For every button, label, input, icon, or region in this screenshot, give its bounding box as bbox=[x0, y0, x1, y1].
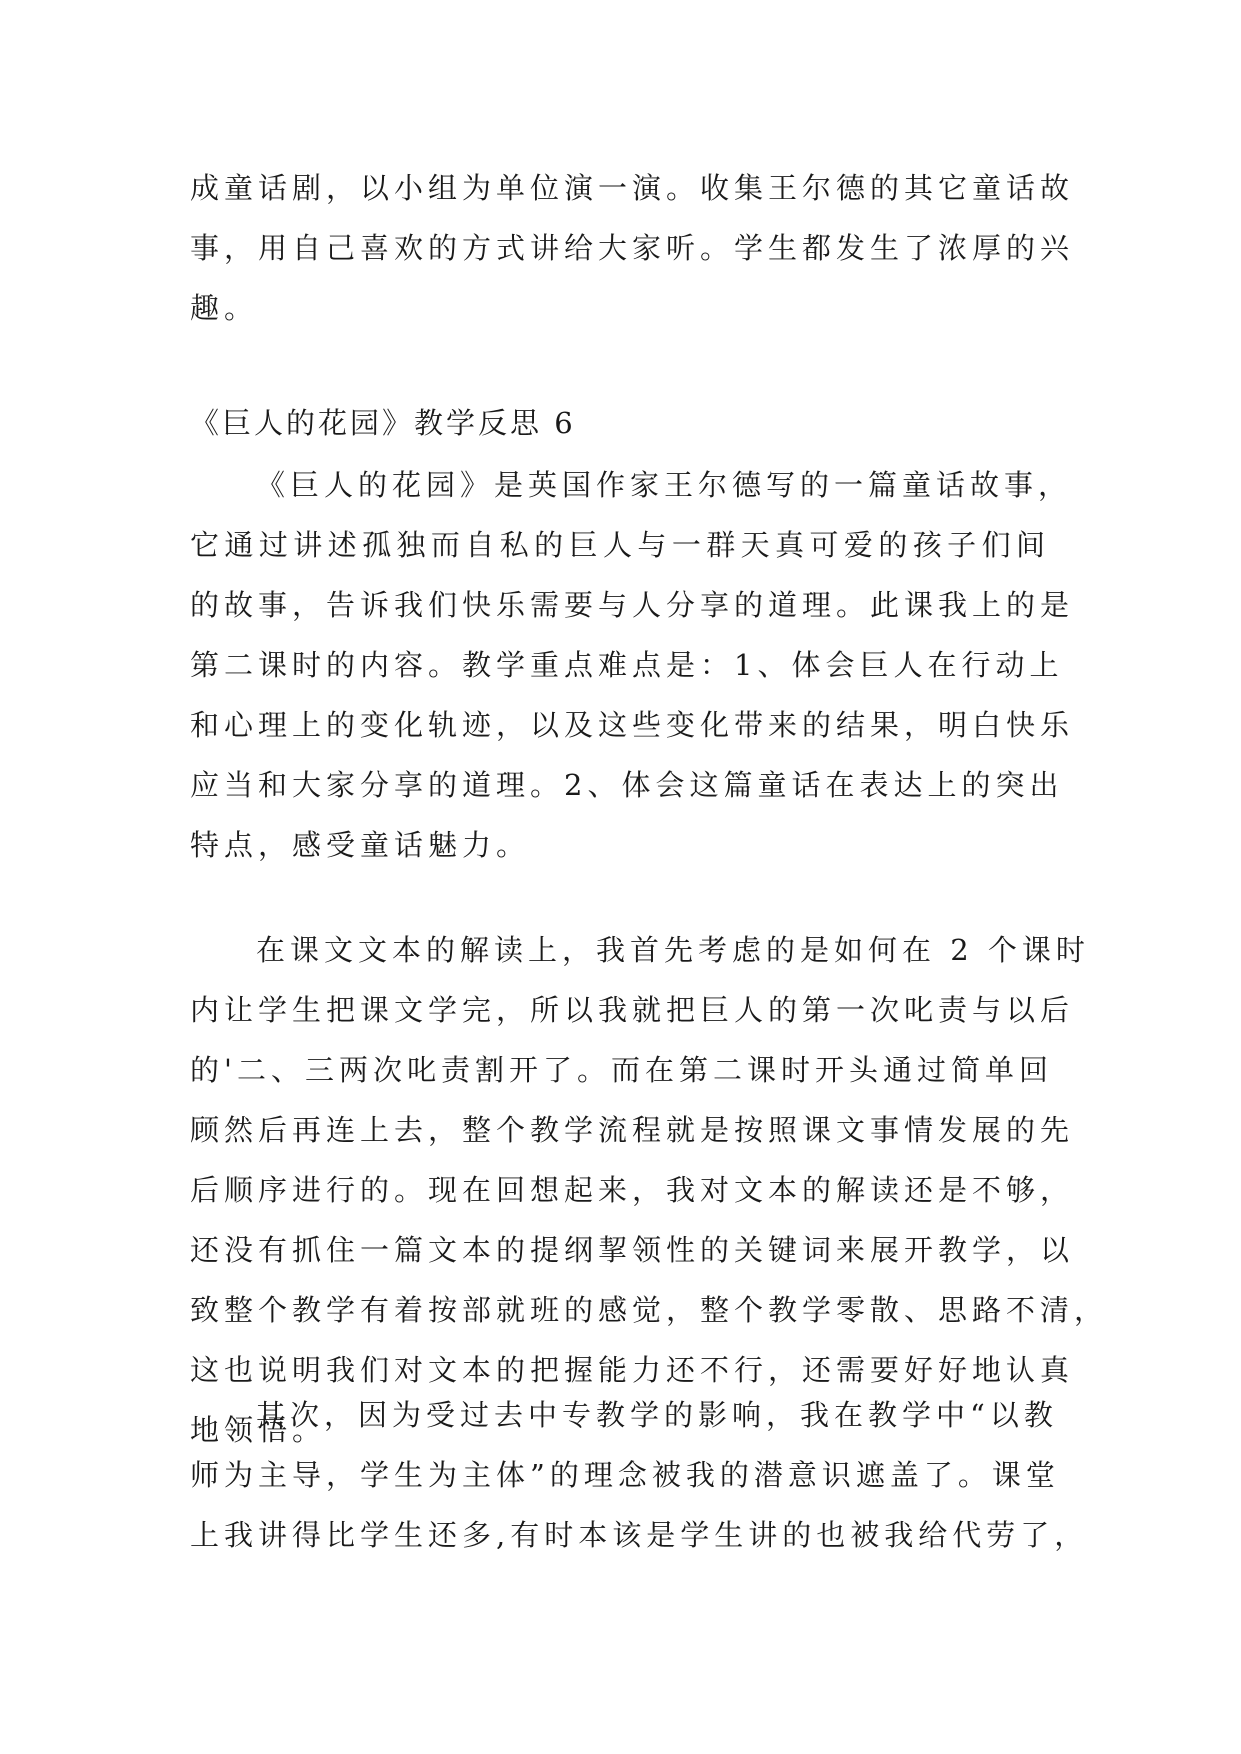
text-line: 它通过讲述孤独而自私的巨人与一群天真可爱的孩子们间 bbox=[190, 528, 1050, 562]
text-line: 在课文文本的解读上，我首先考虑的是如何在 2 个课时 bbox=[256, 933, 1090, 967]
text-line: 地领悟。 bbox=[190, 1413, 327, 1447]
intro-paragraph bbox=[190, 158, 1075, 338]
text-line: 的'二、三两次叱责割开了。而在第二课时开头通过简单回 bbox=[190, 1053, 1053, 1087]
text-line: 上我讲得比学生还多,有时本该是学生讲的也被我给代劳了， bbox=[190, 1518, 1089, 1552]
paragraph-2 bbox=[190, 920, 1109, 1460]
text-line: 趣。 bbox=[190, 291, 259, 325]
text-line: 内让学生把课文学完，所以我就把巨人的第一次叱责与以后 bbox=[190, 993, 1075, 1027]
paragraph-1 bbox=[190, 455, 1075, 875]
text-line: 这也说明我们对文本的把握能力还不行，还需要好好地认真 bbox=[190, 1353, 1075, 1387]
text-line: 的故事，告诉我们快乐需要与人分享的道理。此课我上的是 bbox=[190, 588, 1075, 622]
text-line: 其次，因为受过去中专教学的影响，我在教学中“以教 bbox=[256, 1398, 1058, 1432]
text-line: 后顺序进行的。现在回想起来，我对文本的解读还是不够， bbox=[190, 1173, 1075, 1207]
text-line: 应当和大家分享的道理。2、体会这篇童话在表达上的突出 bbox=[190, 768, 1064, 802]
text-line: 师为主导，学生为主体”的理念被我的潜意识遮盖了。课堂 bbox=[190, 1458, 1060, 1492]
text-line: 还没有抓住一篇文本的提纲挈领性的关键词来展开教学，以 bbox=[190, 1233, 1075, 1267]
section-heading-block bbox=[190, 393, 1050, 453]
text-line: 《巨人的花园》是英国作家王尔德写的一篇童话故事， bbox=[256, 468, 1073, 502]
text-line: 和心理上的变化轨迹，以及这些变化带来的结果，明白快乐 bbox=[190, 708, 1075, 742]
text-line: 顾然后再连上去，整个教学流程就是按照课文事情发展的先 bbox=[190, 1113, 1075, 1147]
section-heading: 《巨人的花园》教学反思 6 bbox=[190, 406, 576, 440]
text-line: 第二课时的内容。教学重点难点是：1、体会巨人在行动上 bbox=[190, 648, 1064, 682]
text-line: 特点，感受童话魅力。 bbox=[190, 828, 531, 862]
text-line: 致整个教学有着按部就班的感觉，整个教学零散、思路不清， bbox=[190, 1293, 1109, 1327]
paragraph-3 bbox=[190, 1385, 1089, 1565]
text-line: 事，用自己喜欢的方式讲给大家听。学生都发生了浓厚的兴 bbox=[190, 231, 1075, 265]
text-line: 成童话剧，以小组为单位演一演。收集王尔德的其它童话故 bbox=[190, 171, 1075, 205]
